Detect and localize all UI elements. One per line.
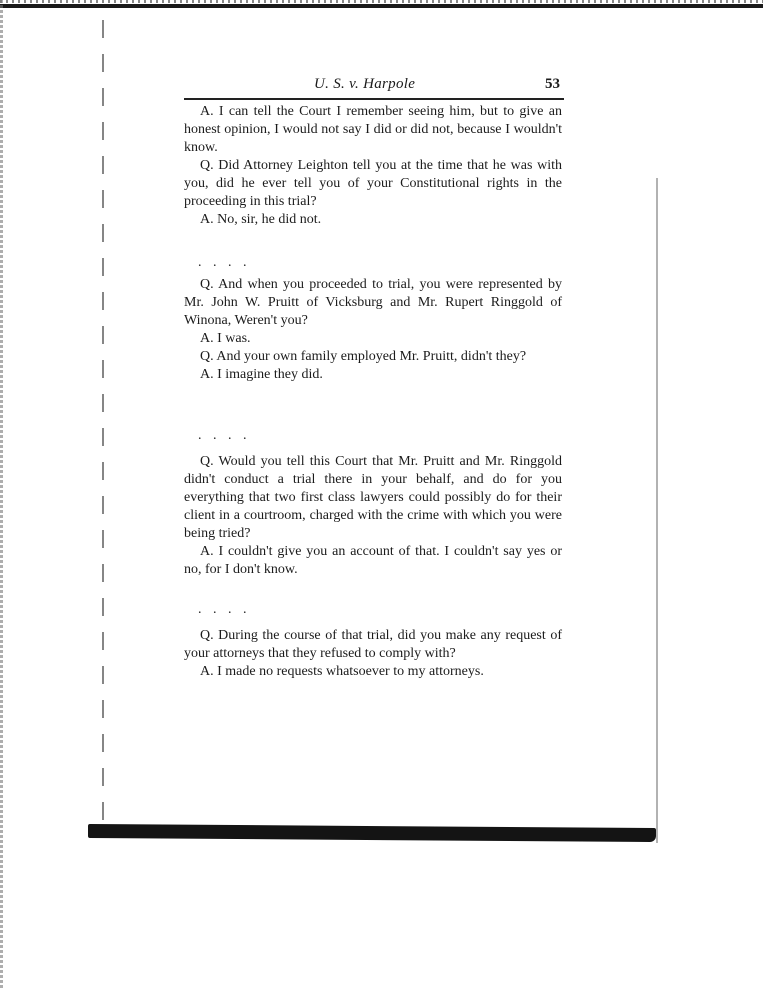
running-title: U. S. v. Harpole bbox=[314, 76, 416, 92]
scan-top-dots bbox=[0, 0, 763, 3]
text-block-3 bbox=[184, 453, 562, 579]
answer-paragraph: A. I made no requests whatsoever to my attorneys. bbox=[200, 664, 484, 679]
answer-paragraph: A. I couldn't give you an account of that. I couldn't say yes or no, for I don't know. bbox=[184, 544, 562, 577]
question-paragraph: Q. During the course of that trial, did you make any request of your attorneys that they refused to comply with? bbox=[184, 628, 562, 661]
page-number: 53 bbox=[545, 76, 560, 92]
answer-paragraph: A. I can tell the Court I remember seeing him, but to give an honest opinion, I would not say I did or did not, because I wouldn't know. bbox=[184, 104, 562, 155]
ellipsis-2: . . . . bbox=[198, 428, 251, 443]
question-paragraph: Q. Would you tell this Court that Mr. Pruitt and Mr. Ringgold didn't conduct a trial there in your behalf, and do for you everything that two first class lawyers could possibly do for their client in a courtroom, charged with the crime with which you were being tried? bbox=[184, 454, 562, 541]
running-head bbox=[184, 74, 564, 100]
answer-paragraph: A. No, sir, he did not. bbox=[200, 212, 322, 227]
question-paragraph: Q. Did Attorney Leighton tell you at the time that he was with you, did he ever tell you of your Constitutional rights in the proceeding in this trial? bbox=[184, 158, 562, 209]
scan-left-edge bbox=[0, 0, 3, 990]
answer-paragraph: A. I was. bbox=[200, 331, 251, 346]
ellipsis-3: . . . . bbox=[198, 602, 251, 617]
text-block-4 bbox=[184, 627, 562, 681]
question-paragraph: Q. And when you proceeded to trial, you were represented by Mr. John W. Pruitt of Vicksburg and Mr. Rupert Ringgold of Winona, Weren't you? bbox=[184, 277, 562, 328]
page-bottom-bar bbox=[88, 824, 656, 842]
text-block-1 bbox=[184, 103, 562, 229]
scan-top-edge bbox=[0, 4, 763, 8]
page-left-fold bbox=[102, 20, 104, 825]
text-block-2 bbox=[184, 276, 562, 384]
ellipsis-1: . . . . bbox=[198, 255, 251, 270]
page-right-fold bbox=[656, 178, 658, 843]
answer-paragraph: A. I imagine they did. bbox=[200, 367, 323, 382]
question-paragraph: Q. And your own family employed Mr. Pruitt, didn't they? bbox=[200, 349, 527, 364]
